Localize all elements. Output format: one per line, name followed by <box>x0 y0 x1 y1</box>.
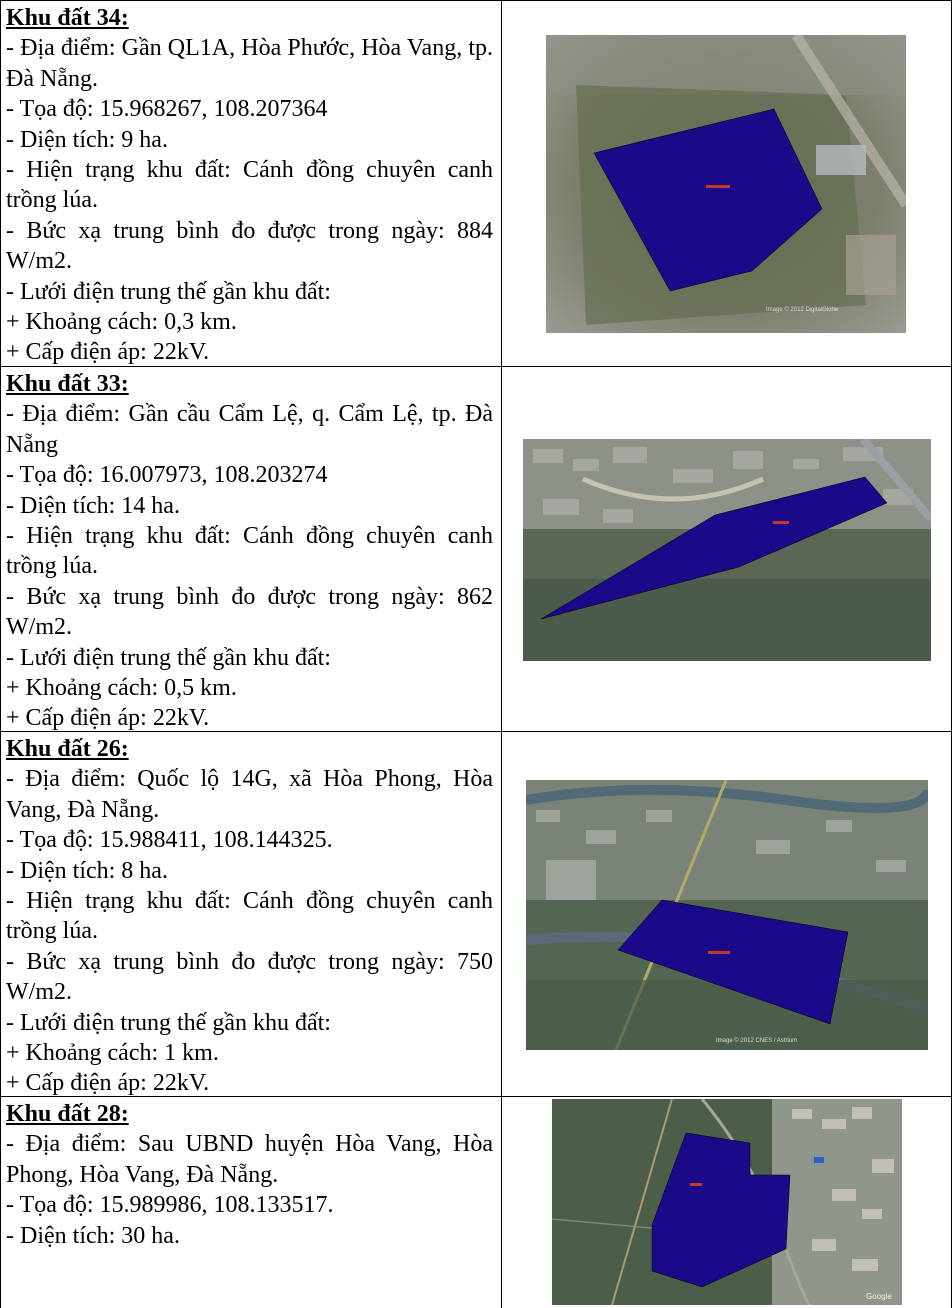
site-status: - Hiện trạng khu đất: Cánh đồng chuyên canh trồng lúa. <box>6 157 493 214</box>
satellite-map-image <box>546 35 906 333</box>
site-coordinates: - Tọa độ: 15.989986, 108.133517. <box>6 1192 334 1219</box>
site-info-cell <box>0 0 502 367</box>
site-grid: - Lưới điện trung thế gần khu đất: <box>6 1009 331 1036</box>
site-location: - Địa điểm: Gần QL1A, Hòa Phước, Hòa Vang, tp. Đà Nẵng. <box>6 35 493 92</box>
satellite-map-image <box>526 780 928 1050</box>
table-row <box>0 731 952 1097</box>
map-watermark: Google <box>866 1292 892 1301</box>
site-info-cell <box>0 1096 502 1308</box>
site-grid-distance: + Khoảng cách: 0,5 km. <box>6 675 237 702</box>
site-grid-voltage: + Cấp điện áp: 22kV. <box>6 1070 210 1097</box>
site-title: Khu đất 26: <box>6 736 129 762</box>
site-title: Khu đất 28: <box>6 1101 129 1127</box>
site-grid: - Lưới điện trung thế gần khu đất: <box>6 278 331 305</box>
site-radiation: - Bức xạ trung bình đo được trong ngày: 750 W/m2. <box>6 948 493 1006</box>
site-coordinates: - Tọa độ: 15.988411, 108.144325. <box>6 827 333 854</box>
table-row <box>0 1096 952 1308</box>
site-title: Khu đất 34: <box>6 5 129 31</box>
site-grid: - Lưới điện trung thế gần khu đất: <box>6 644 331 671</box>
site-grid-distance: + Khoảng cách: 1 km. <box>6 1040 219 1067</box>
table-row <box>0 0 952 367</box>
satellite-map-image <box>523 439 931 661</box>
site-radiation: - Bức xạ trung bình đo được trong ngày: 884 W/m2. <box>6 217 493 275</box>
map-watermark: Image © 2012 CNES / Astrium <box>716 1038 798 1044</box>
site-title: Khu đất 33: <box>6 371 129 397</box>
site-area: - Diện tích: 30 ha. <box>6 1222 180 1249</box>
site-location: - Địa điểm: Sau UBND huyện Hòa Vang, Hòa Phong, Hòa Vang, Đà Nẵng. <box>6 1131 493 1188</box>
site-map-cell <box>502 731 952 1097</box>
site-radiation: - Bức xạ trung bình đo được trong ngày: 862 W/m2. <box>6 583 493 641</box>
site-info-cell <box>0 731 502 1097</box>
site-info-cell <box>0 366 502 732</box>
site-grid-voltage: + Cấp điện áp: 22kV. <box>6 339 210 366</box>
site-status: - Hiện trạng khu đất: Cánh đồng chuyên canh trồng lúa. <box>6 888 493 945</box>
site-map-cell <box>502 366 952 732</box>
site-map-cell <box>502 0 952 367</box>
site-grid-distance: + Khoảng cách: 0,3 km. <box>6 309 237 336</box>
site-location: - Địa điểm: Quốc lộ 14G, xã Hòa Phong, Hòa Vang, Đà Nẵng. <box>6 766 493 823</box>
site-coordinates: - Tọa độ: 16.007973, 108.203274 <box>6 462 328 489</box>
site-status: - Hiện trạng khu đất: Cánh đồng chuyên canh trồng lúa. <box>6 523 493 580</box>
satellite-map-image <box>552 1099 902 1305</box>
site-coordinates: - Tọa độ: 15.968267, 108.207364 <box>6 96 328 123</box>
site-area: - Diện tích: 8 ha. <box>6 857 168 884</box>
site-area: - Diện tích: 14 ha. <box>6 492 180 519</box>
site-map-cell <box>502 1096 952 1308</box>
site-location: - Địa điểm: Gần cầu Cẩm Lệ, q. Cẩm Lệ, tp. Đà Nẵng <box>6 401 493 458</box>
site-grid-voltage: + Cấp điện áp: 22kV. <box>6 705 210 732</box>
table-row <box>0 366 952 732</box>
site-area: - Diện tích: 9 ha. <box>6 126 168 153</box>
map-watermark: Image © 2012 DigitalGlobe <box>766 307 839 313</box>
